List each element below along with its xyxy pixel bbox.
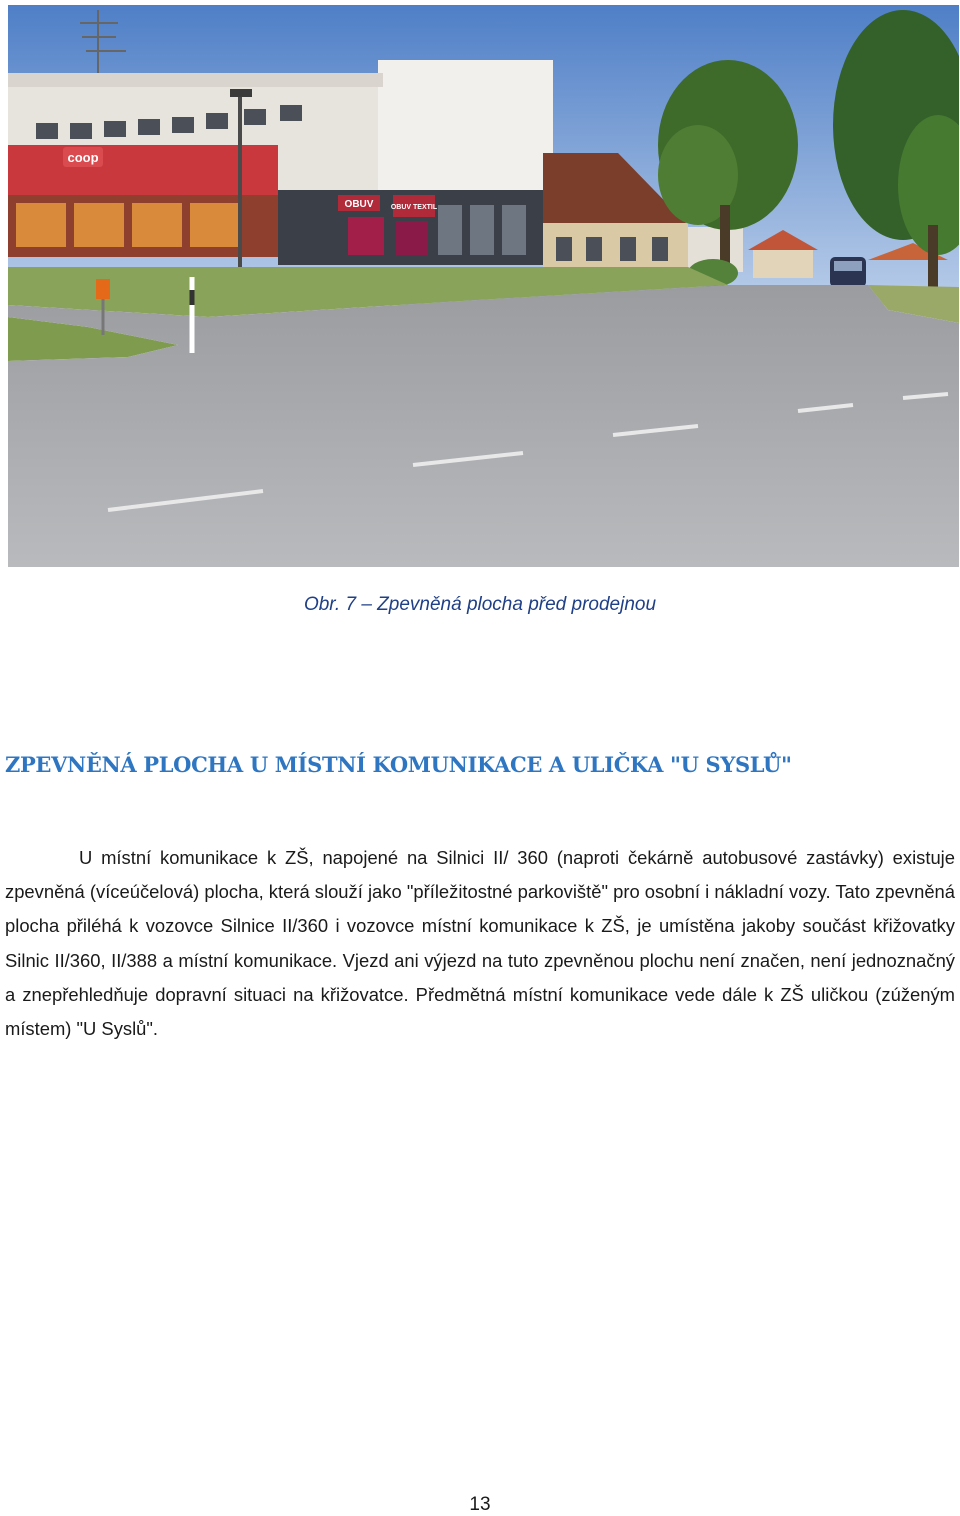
section-heading: ZPEVNĚNÁ PLOCHA U MÍSTNÍ KOMUNIKACE A ULIČKA "U SYSLŮ" [5, 752, 792, 777]
coop-sign: coop [67, 150, 99, 165]
paragraph: U místní komunikace k ZŠ, napojené na Silnici II/ 360 (naproti čekárně autobusové zastávky) existuje zpevněná (víceúčelová) plocha, která slouží jako "příležitostné parkoviště" pro osobní i nákladní vozy. Tato zpevněná plocha přiléhá k vozovce Silnice II/360 i vozovce místní komunikace k ZŠ, je umístěna jakoby součást křižovatky Silnic II/360, II/388 a místní komunikace. Vjezd ani výjezd na tuto zpevněnou plochu není značen, není jednoznačný a znepřehledňuje dopravní situaci na křižovatce. Předmětná místní komunikace vede dále k ZŠ uličkou (zúženým místem) "U Syslů". [5, 847, 955, 1040]
page-number: 13 [469, 1494, 491, 1515]
obuv-textil-sign: OBUV TEXTIL [390, 204, 438, 211]
obuv-sign: OBUV [344, 199, 374, 210]
body-text [5, 841, 955, 1046]
street-photo [8, 5, 959, 567]
figure-caption: Obr. 7 – Zpevněná plocha před prodejnou [303, 594, 657, 615]
